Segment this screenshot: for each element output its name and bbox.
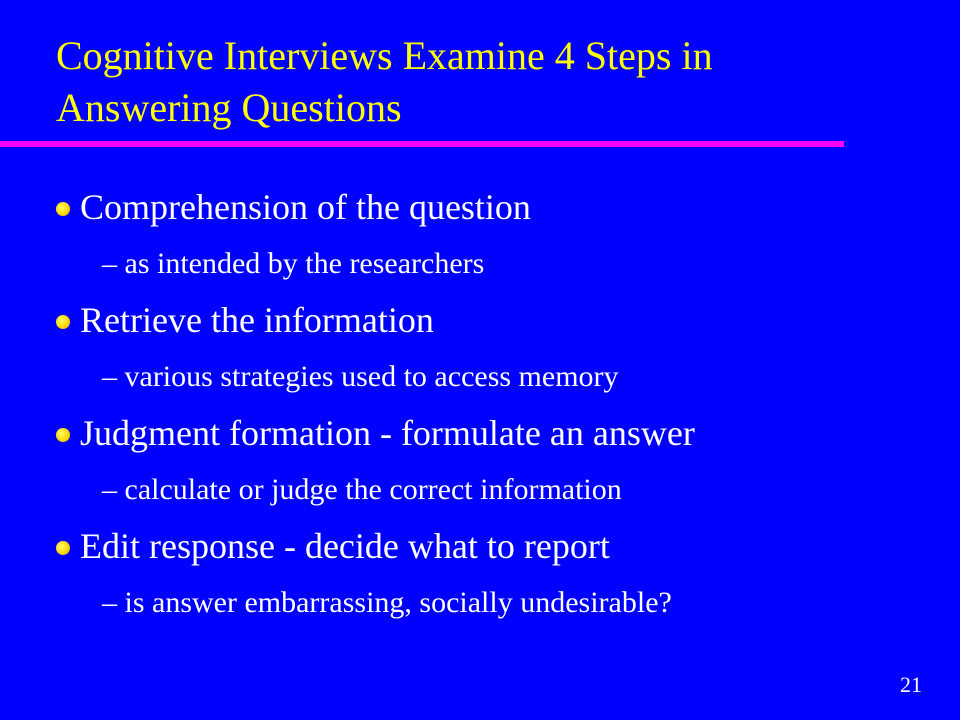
sub-bullet-retrieve: – various strategies used to access memory — [102, 360, 619, 393]
sub-bullet-comprehension: – as intended by the researchers — [102, 247, 485, 280]
bullet-text: Retrieve the information — [80, 300, 434, 340]
bullet-text: Edit response - decide what to report — [80, 526, 610, 566]
sub-bullet-edit-response: – is answer embarrassing, socially undesirable? — [102, 586, 672, 619]
bullet-icon — [56, 202, 70, 216]
bullet-icon — [56, 541, 70, 555]
slide-title-line-2: Answering Questions — [56, 85, 402, 130]
bullet-text: Comprehension of the question — [80, 187, 531, 227]
bullet-item-edit-response — [56, 526, 610, 566]
sub-bullet-judgment: – calculate or judge the correct information — [102, 473, 622, 506]
bullet-icon — [56, 315, 70, 329]
bullet-item-judgment — [56, 413, 695, 453]
bullet-icon — [56, 428, 70, 442]
bullet-item-comprehension — [56, 187, 531, 227]
bullet-item-retrieve — [56, 300, 434, 340]
slide-title-line-1: Cognitive Interviews Examine 4 Steps in — [56, 33, 713, 78]
slide-title — [56, 30, 876, 134]
bullet-text: Judgment formation - formulate an answer — [80, 413, 695, 453]
page-number: 21 — [900, 672, 922, 697]
title-underline-rule — [0, 141, 844, 147]
